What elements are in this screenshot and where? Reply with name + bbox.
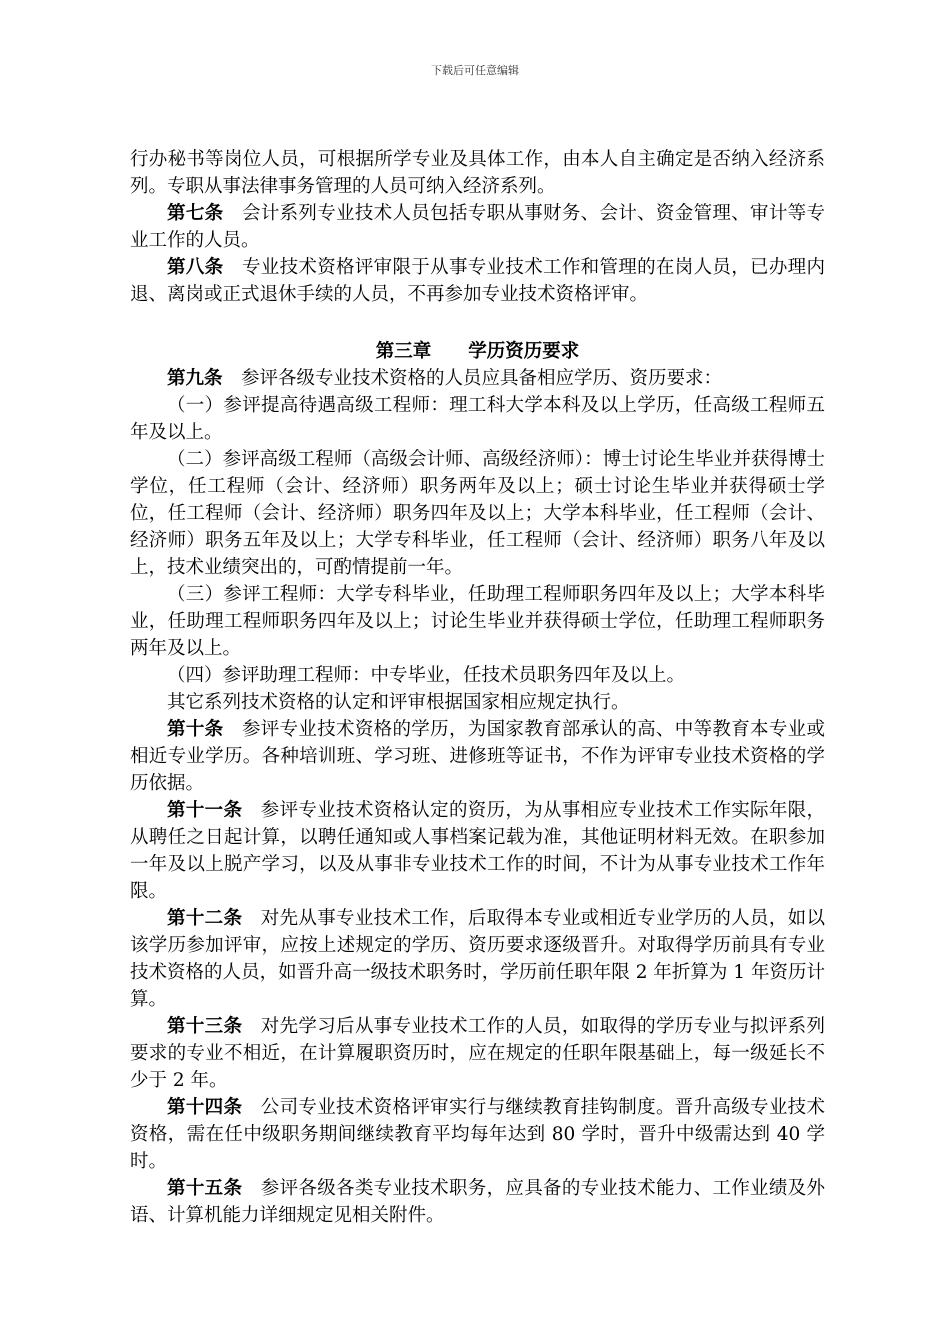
- article-13: [130, 1013, 825, 1094]
- article-7-heading: 第七条: [167, 203, 224, 224]
- page-header-note: 下载后可任意编辑: [431, 64, 519, 77]
- article-9-item: （三）参评工程师：大学专科毕业，任助理工程师职务四年及以上；大学本科毕业，任助理工程师职务四年及以上；讨论生毕业并获得硕士学位，任助理工程师职务两年及以上。: [130, 584, 825, 659]
- article-10-heading: 第十条: [167, 719, 224, 740]
- article-12: [130, 905, 825, 1013]
- document-body: [130, 146, 825, 1229]
- article-9-note: 其它系列技术资格的认定和评审根据国家相应规定执行。: [167, 692, 630, 713]
- article-9-heading: 第九条: [167, 368, 223, 389]
- article-8-heading: 第八条: [167, 257, 224, 278]
- intro-paragraph: 行办秘书等岗位人员，可根据所学专业及具体工作，由本人自主确定是否纳入经济系列。专职从事法律事务管理的人员可纳入经济系列。: [130, 149, 825, 197]
- article-14: [130, 1094, 825, 1175]
- article-15: [130, 1175, 825, 1229]
- article-7-text: 会计系列专业技术人员包括专职从事财务、会计、资金管理、审计等专业工作的人员。: [130, 203, 825, 251]
- article-10: [130, 716, 825, 797]
- article-8-text: 专业技术资格评审限于从事专业技术工作和管理的在岗人员，已办理内退、离岗或正式退休手续的人员，不再参加专业技术资格评审。: [130, 257, 825, 305]
- chapter-number: 第三章: [375, 341, 432, 362]
- article-9-item: （四）参评助理工程师：中专毕业，任技术员职务四年及以上。: [167, 665, 686, 686]
- article-14-text: 公司专业技术资格评审实行与继续教育挂钩制度。晋升高级专业技术资格，需在任中级职务期间继续教育平均每年达到 80 学时，晋升中级需达到 40 学时。: [130, 1097, 825, 1172]
- article-9-text: 参评各级专业技术资格的人员应具备相应学历、资历要求：: [241, 368, 723, 389]
- article-8: [130, 254, 825, 308]
- article-11-heading: 第十一条: [167, 800, 243, 821]
- article-7: [130, 200, 825, 254]
- article-10-text: 参评专业技术资格的学历，为国家教育部承认的高、中等教育本专业或相近专业学历。各种培训班、学习班、进修班等证书，不作为评审专业技术资格的学历依据。: [130, 719, 825, 794]
- chapter-title: 学历资历要求: [468, 341, 580, 362]
- article-13-text: 对先学习后从事专业技术工作的人员，如取得的学历专业与拟评系列要求的专业不相近，在计算履职资历时，应在规定的任职年限基础上，每一级延长不少于 2 年。: [130, 1016, 825, 1091]
- article-11: [130, 797, 825, 905]
- article-9: [130, 365, 825, 392]
- article-9-item: （二）参评高级工程师（高级会计师、高级经济师）：博士讨论生毕业并获得博士学位，任工程师（会计、经济师）职务两年及以上；硕士讨论生毕业并获得硕士学位，任工程师（会计、经济师）职务四年及以上；大学本科毕业，任工程师（会计、经济师）职务五年及以上；大学专科毕业，任工程师（会计、经济师）职务八年及以上，技术业绩突出的，可酌情提前一年。: [130, 449, 825, 578]
- article-12-text: 对先从事专业技术工作，后取得本专业或相近专业学历的人员，如以该学历参加评审，应按上述规定的学历、资历要求逐级晋升。对取得学历前具有专业技术资格的人员，如晋升高一级技术职务时，学历前任职年限 2 年折算为 1 年资历计算。: [130, 908, 825, 1010]
- article-15-text: 参评各级各类专业技术职务，应具备的专业技术能力、工作业绩及外语、计算机能力详细规定见相关附件。: [130, 1178, 825, 1226]
- chapter-heading: [130, 338, 825, 365]
- article-14-heading: 第十四条: [167, 1097, 243, 1118]
- article-12-heading: 第十二条: [167, 908, 243, 929]
- article-11-text: 参评专业技术资格认定的资历，为从事相应专业技术工作实际年限，从聘任之日起计算，以聘任通知或人事档案记载为准，其他证明材料无效。在职参加一年及以上脱产学习，以及从事非专业技术工作的时间，不计为从事专业技术工作年限。: [130, 800, 825, 902]
- article-15-heading: 第十五条: [167, 1178, 243, 1199]
- article-9-item: （一）参评提高待遇高级工程师：理工科大学本科及以上学历，任高级工程师五年及以上。: [130, 395, 825, 443]
- article-13-heading: 第十三条: [167, 1016, 243, 1037]
